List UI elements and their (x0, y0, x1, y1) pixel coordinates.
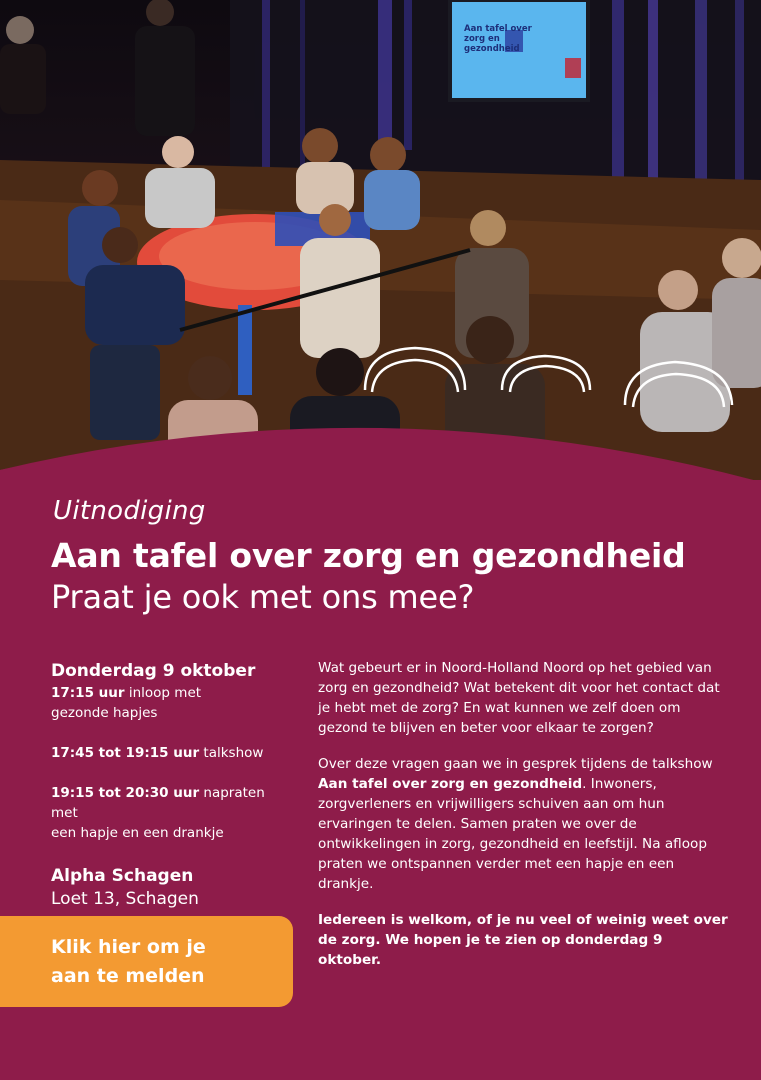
schedule-time: 17:45 tot 19:15 uur (51, 745, 200, 761)
register-button-line-1: Klik hier om je (51, 936, 206, 958)
description-paragraph: Wat gebeurt er in Noord-Holland Noord op het gebied van zorg en gezondheid? Wat betekent dit voor het contact dat je hebt met de zorg? En wat kunnen we zelf doen om gezond te blijven en beter voor elkaar te zorgen? (318, 660, 720, 736)
event-description (318, 658, 728, 986)
screen-caption: Aan tafel over zorg en gezondheid (464, 24, 532, 54)
schedule-item (51, 743, 291, 763)
schedule-time: 19:15 tot 20:30 uur (51, 785, 200, 801)
event-date: Donderdag 9 oktober (51, 661, 256, 681)
venue-address: Loet 13, Schagen (51, 889, 199, 909)
schedule-text-continued: een hapje en een drankje (51, 825, 224, 841)
venue-name: Alpha Schagen (51, 866, 194, 886)
description-text: . Inwoners, zorgverleners en vrijwilligers schuiven aan om hun ervaringen te delen. Samen praten we over de ontwikkelingen in zorg, gezondheid en leefstijl. Na afloop praten we ontspannen verder met een hapje en een drankje. (318, 776, 708, 892)
schedule-text: napraten met (51, 785, 265, 821)
welcome-text: Iedereen is welkom, of je nu veel of weinig weet over de zorg. We hopen je te zien op donderdag 9 oktober. (318, 912, 728, 968)
schedule-text: inloop met (124, 685, 202, 701)
talkshow-photo-illustration (0, 0, 761, 480)
page-title: Aan tafel over zorg en gezondheid (51, 536, 686, 575)
register-button-line-2: aan te melden (51, 965, 205, 987)
header-photo (0, 0, 761, 480)
schedule-item (51, 783, 291, 843)
page-subtitle: Praat je ook met ons mee? (51, 578, 475, 616)
schedule-text-continued: gezonde hapjes (51, 705, 158, 721)
schedule-time: 17:15 uur (51, 685, 125, 701)
description-text: Over deze vragen gaan we in gesprek tijdens de talkshow (318, 756, 713, 772)
schedule-item (51, 683, 291, 723)
schedule-text: talkshow (199, 745, 264, 761)
description-paragraph (318, 754, 728, 894)
invitation-eyebrow: Uitnodiging (53, 496, 206, 526)
event-details (51, 660, 291, 911)
welcome-paragraph (318, 910, 728, 970)
register-button[interactable] (0, 916, 293, 1007)
talkshow-name: Aan tafel over zorg en gezondheid (318, 776, 583, 792)
